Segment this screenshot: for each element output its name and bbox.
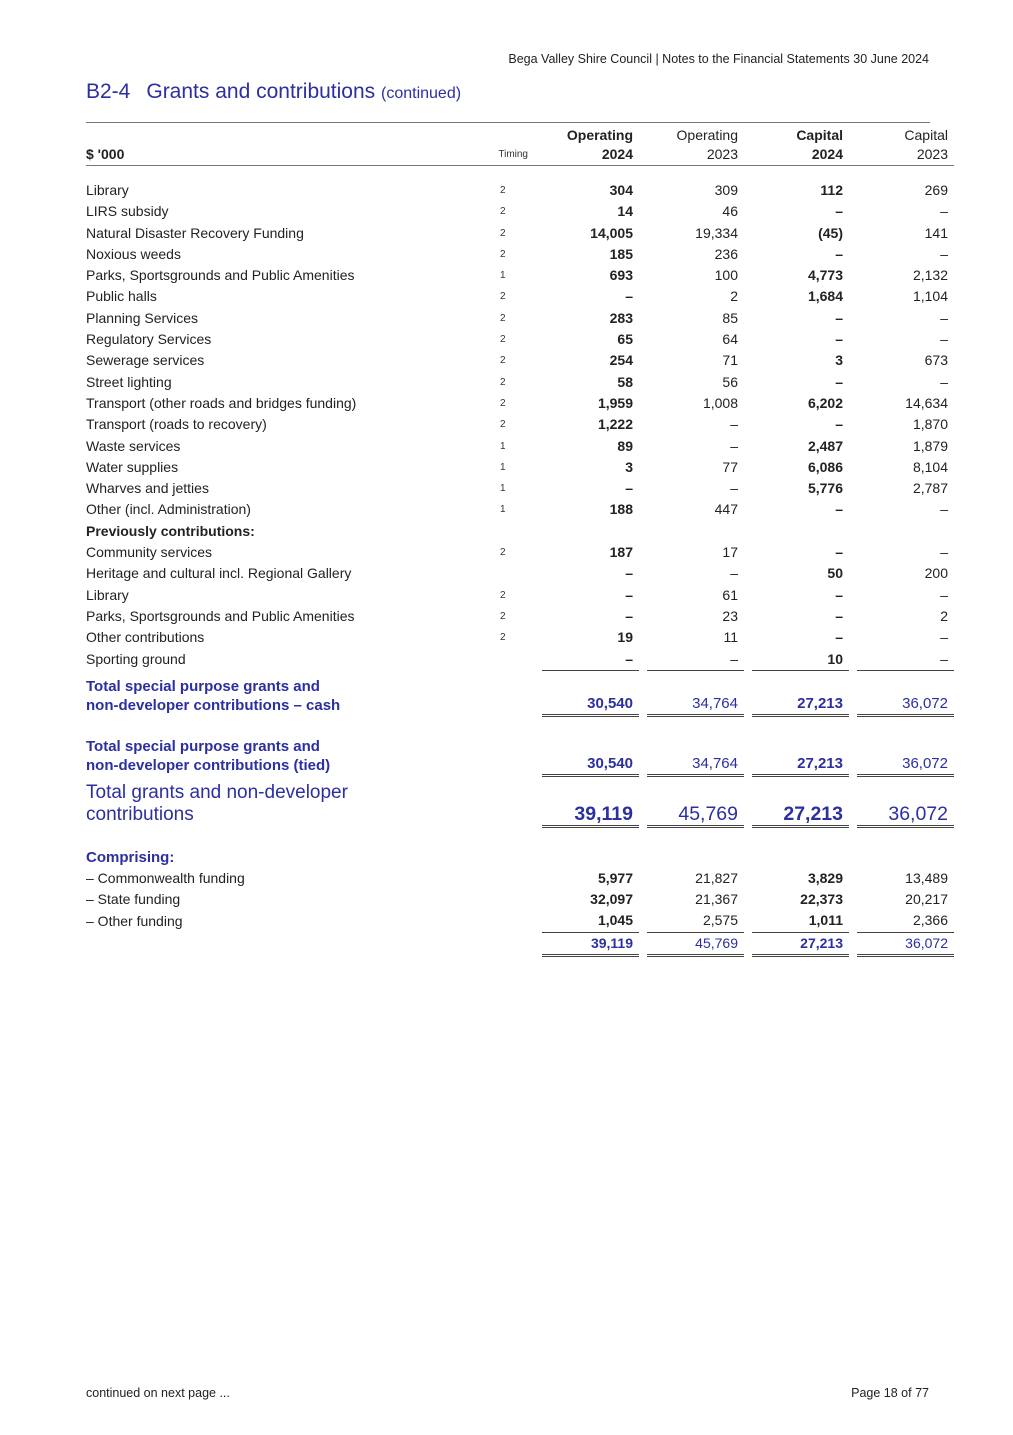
value-operating-2023: 77 bbox=[722, 458, 738, 475]
row-timing bbox=[468, 889, 542, 910]
total-grants-row-op23: 45,769 bbox=[647, 775, 744, 826]
value-capital-2024: – bbox=[835, 544, 843, 561]
value-operating-2024: 14 bbox=[617, 203, 633, 220]
footer-continued: continued on next page ... bbox=[86, 1386, 230, 1400]
comprising-total-cap23: 36,072 bbox=[857, 932, 954, 955]
row-label: Noxious weeds bbox=[86, 245, 181, 262]
value-capital-2023: – bbox=[940, 245, 948, 262]
value-operating-2024: – bbox=[625, 565, 633, 582]
table-row bbox=[86, 585, 954, 606]
value-capital-2024: 6,086 bbox=[807, 458, 843, 475]
value-capital-2023: 1,870 bbox=[912, 416, 948, 433]
row-label: Waste services bbox=[86, 437, 181, 454]
row-label: Natural Disaster Recovery Funding bbox=[86, 224, 304, 241]
total-tied-row-op24: 30,540 bbox=[542, 731, 639, 776]
value-capital-2024: 3,829 bbox=[807, 869, 843, 886]
row-timing: 1 bbox=[500, 504, 506, 516]
value-capital-2024: – bbox=[835, 203, 843, 220]
value-operating-2023: 2 bbox=[730, 288, 738, 305]
value-capital-2024: 10 bbox=[752, 649, 849, 671]
row-timing: 2 bbox=[500, 334, 506, 346]
value-capital-2023: – bbox=[940, 586, 948, 603]
value-capital-2024: 50 bbox=[827, 565, 843, 582]
value-operating-2023: 56 bbox=[722, 373, 738, 390]
value-capital-2023: – bbox=[940, 309, 948, 326]
value-capital-2023: – bbox=[940, 501, 948, 518]
row-timing: 2 bbox=[500, 355, 506, 367]
value-capital-2023: 269 bbox=[924, 182, 948, 198]
value-operating-2023: – bbox=[730, 437, 738, 454]
funding-row bbox=[86, 889, 954, 910]
comprising-heading: Comprising: bbox=[86, 848, 175, 866]
row-label: Sewerage services bbox=[86, 352, 205, 369]
value-capital-2023: – bbox=[940, 331, 948, 348]
value-capital-2024: 2,487 bbox=[807, 437, 843, 454]
top-rule bbox=[86, 122, 930, 123]
value-capital-2024: 1,684 bbox=[807, 288, 843, 305]
table-row bbox=[86, 436, 954, 457]
table-row bbox=[86, 542, 954, 563]
row-timing bbox=[468, 910, 542, 932]
row-timing: 2 bbox=[500, 376, 506, 388]
row-label: Library bbox=[86, 586, 129, 603]
value-capital-2023: 8,104 bbox=[912, 458, 948, 475]
row-timing: 2 bbox=[500, 589, 506, 601]
row-timing: 1 bbox=[500, 270, 506, 282]
value-operating-2024: 32,097 bbox=[590, 891, 633, 908]
table-row bbox=[86, 478, 954, 499]
table-row bbox=[86, 457, 954, 478]
row-label: LIRS subsidy bbox=[86, 203, 169, 220]
total-grants-row-label: Total grants and non-developer contributions bbox=[86, 782, 348, 826]
col-cap24-header: Capital 2024 bbox=[752, 126, 849, 166]
table-header-row bbox=[86, 126, 954, 166]
value-capital-2023: 2,366 bbox=[857, 910, 954, 932]
row-label: Street lighting bbox=[86, 373, 172, 390]
table-row bbox=[86, 329, 954, 350]
table-row bbox=[86, 649, 954, 671]
row-label: Parks, Sportsgrounds and Public Amenities bbox=[86, 267, 355, 284]
col-timing-header: Timing bbox=[468, 126, 542, 166]
value-operating-2024: 283 bbox=[609, 309, 633, 326]
value-capital-2024: – bbox=[835, 501, 843, 518]
value-capital-2024: 112 bbox=[820, 182, 843, 198]
value-capital-2024: – bbox=[835, 331, 843, 348]
row-label: Community services bbox=[86, 544, 213, 561]
row-label: Transport (other roads and bridges funding) bbox=[86, 394, 357, 411]
row-timing: 2 bbox=[500, 291, 506, 303]
comprising-total-op24: 39,119 bbox=[542, 932, 639, 955]
table-row bbox=[86, 393, 954, 414]
table-row bbox=[86, 414, 954, 435]
table-row bbox=[86, 627, 954, 648]
total-grants-row-op24: 39,119 bbox=[542, 775, 639, 826]
value-capital-2024: 4,773 bbox=[807, 267, 843, 284]
value-operating-2023: 17 bbox=[722, 544, 738, 561]
row-label: Library bbox=[86, 182, 129, 198]
value-operating-2024: 1,222 bbox=[597, 416, 633, 433]
page-header: Bega Valley Shire Council | Notes to the Financial Statements 30 June 2024 bbox=[508, 52, 929, 66]
value-capital-2024: – bbox=[835, 607, 843, 624]
row-label: Sporting ground bbox=[86, 650, 186, 667]
total-tied-row-label: Total special purpose grants and non-developer contributions (tied) bbox=[86, 738, 331, 775]
total-cash-row-cap24: 27,213 bbox=[752, 670, 849, 715]
row-timing: 1 bbox=[500, 461, 506, 473]
value-operating-2023: 2,575 bbox=[647, 910, 744, 932]
section-suffix: (continued) bbox=[381, 85, 462, 102]
row-label: Public halls bbox=[86, 288, 157, 305]
row-label: Other contributions bbox=[86, 629, 205, 646]
value-operating-2023: – bbox=[730, 416, 738, 433]
grants-table bbox=[86, 126, 954, 957]
value-capital-2023: 141 bbox=[924, 224, 948, 241]
value-capital-2023: 13,489 bbox=[905, 869, 948, 886]
value-operating-2023: – bbox=[730, 565, 738, 582]
section-title bbox=[86, 80, 461, 104]
value-operating-2024: 89 bbox=[617, 437, 633, 454]
table-row bbox=[86, 180, 954, 201]
table-row bbox=[86, 563, 954, 584]
value-capital-2023: 14,634 bbox=[905, 394, 948, 411]
row-label: Planning Services bbox=[86, 309, 199, 326]
row-label: Parks, Sportsgrounds and Public Amenities bbox=[86, 607, 355, 624]
row-label: Regulatory Services bbox=[86, 331, 212, 348]
value-operating-2023: 46 bbox=[722, 203, 738, 220]
value-operating-2023: 61 bbox=[722, 586, 738, 603]
comprising-total-cap24: 27,213 bbox=[752, 932, 849, 955]
row-timing: 2 bbox=[500, 419, 506, 431]
value-operating-2023: 236 bbox=[714, 245, 738, 262]
col-cap23-header: Capital 2023 bbox=[857, 126, 954, 166]
total-tied-row-op23: 34,764 bbox=[647, 731, 744, 776]
row-timing: 2 bbox=[500, 632, 506, 644]
previously-contributions-heading: Previously contributions: bbox=[86, 522, 255, 539]
value-operating-2023: 11 bbox=[723, 629, 738, 646]
row-timing: 2 bbox=[500, 227, 506, 239]
value-operating-2024: 1,959 bbox=[597, 394, 633, 411]
value-capital-2023: – bbox=[940, 203, 948, 220]
value-capital-2024: – bbox=[835, 586, 843, 603]
total-cash-row-op24: 30,540 bbox=[542, 670, 639, 715]
comprising-total-op23: 45,769 bbox=[647, 932, 744, 955]
value-capital-2024: 1,011 bbox=[752, 910, 849, 932]
row-timing: 1 bbox=[500, 483, 506, 495]
value-capital-2023: 1,104 bbox=[912, 288, 948, 305]
col-op24-header: Operating 2024 bbox=[542, 126, 639, 166]
row-label: Water supplies bbox=[86, 458, 179, 475]
value-operating-2024: 19 bbox=[617, 629, 633, 646]
value-operating-2024: 185 bbox=[609, 245, 633, 262]
value-capital-2024: – bbox=[835, 309, 843, 326]
footer-page-number: Page 18 of 77 bbox=[851, 1386, 929, 1400]
value-operating-2023: 64 bbox=[722, 331, 738, 348]
value-operating-2023: 447 bbox=[714, 501, 738, 518]
row-timing: 2 bbox=[500, 397, 506, 409]
total-tied-row-cap24: 27,213 bbox=[752, 731, 849, 776]
total-grants-row bbox=[86, 775, 954, 826]
value-operating-2024: – bbox=[625, 607, 633, 624]
value-capital-2024: 3 bbox=[835, 352, 843, 369]
total-cash-row-op23: 34,764 bbox=[647, 670, 744, 715]
row-label: Other (incl. Administration) bbox=[86, 501, 251, 518]
row-label: Wharves and jetties bbox=[86, 480, 209, 497]
row-timing: 2 bbox=[500, 312, 506, 324]
total-tied-row-cap23: 36,072 bbox=[857, 731, 954, 776]
row-timing: 2 bbox=[500, 248, 506, 260]
total-cash-row-cap23: 36,072 bbox=[857, 670, 954, 715]
value-operating-2023: 23 bbox=[722, 607, 738, 624]
value-capital-2023: 2,787 bbox=[912, 480, 948, 497]
value-capital-2023: 20,217 bbox=[905, 891, 948, 908]
value-capital-2023: 1,879 bbox=[912, 437, 948, 454]
section-name: Grants and contributions bbox=[146, 80, 376, 103]
value-operating-2023: 85 bbox=[722, 309, 738, 326]
value-operating-2024: 188 bbox=[609, 501, 633, 518]
row-timing: 2 bbox=[500, 185, 506, 196]
value-operating-2024: 14,005 bbox=[590, 224, 633, 241]
row-label: – Commonwealth funding bbox=[86, 869, 245, 886]
value-operating-2023: 100 bbox=[714, 267, 738, 284]
value-operating-2024: 254 bbox=[609, 352, 633, 369]
table-row bbox=[86, 223, 954, 244]
value-capital-2024: 5,776 bbox=[807, 480, 843, 497]
total-grants-row-cap24: 27,213 bbox=[752, 775, 849, 826]
value-operating-2024: 65 bbox=[617, 331, 633, 348]
row-label: – Other funding bbox=[86, 912, 183, 929]
value-capital-2023: 2,132 bbox=[912, 267, 948, 284]
value-operating-2024: – bbox=[625, 586, 633, 603]
value-capital-2023: 2 bbox=[940, 607, 948, 624]
table-row bbox=[86, 308, 954, 329]
value-operating-2023: 71 bbox=[722, 352, 738, 369]
row-label: Heritage and cultural incl. Regional Gallery bbox=[86, 565, 352, 582]
value-operating-2024: 1,045 bbox=[542, 910, 639, 932]
value-operating-2023: – bbox=[647, 649, 744, 671]
comprising-total-row bbox=[86, 932, 954, 955]
value-capital-2023: 200 bbox=[924, 565, 948, 582]
table-row bbox=[86, 350, 954, 371]
col-op23-header: Operating 2023 bbox=[647, 126, 744, 166]
value-capital-2024: 22,373 bbox=[800, 891, 843, 908]
value-capital-2023: – bbox=[940, 544, 948, 561]
row-timing: 2 bbox=[500, 610, 506, 622]
total-cash-row-label: Total special purpose grants and non-developer contributions – cash bbox=[86, 678, 341, 715]
row-timing bbox=[468, 868, 542, 889]
value-capital-2023: 673 bbox=[924, 352, 948, 369]
total-cash-row bbox=[86, 670, 954, 715]
row-timing: 2 bbox=[500, 547, 506, 559]
total-grants-row-cap23: 36,072 bbox=[857, 775, 954, 826]
table-row bbox=[86, 244, 954, 265]
value-capital-2024: (45) bbox=[818, 224, 843, 241]
row-timing: 2 bbox=[500, 206, 506, 218]
value-capital-2024: – bbox=[835, 416, 843, 433]
value-operating-2024: – bbox=[542, 649, 639, 671]
value-operating-2024: – bbox=[625, 288, 633, 305]
value-operating-2024: 3 bbox=[625, 458, 633, 475]
value-operating-2024: 5,977 bbox=[597, 869, 633, 886]
total-tied-row bbox=[86, 731, 954, 776]
funding-row bbox=[86, 910, 954, 932]
section-code: B2-4 bbox=[86, 80, 131, 103]
value-operating-2023: – bbox=[730, 480, 738, 497]
value-operating-2024: 304 bbox=[609, 182, 633, 198]
table-row bbox=[86, 286, 954, 307]
row-timing bbox=[468, 563, 542, 584]
value-capital-2023: – bbox=[857, 649, 954, 671]
row-label: Transport (roads to recovery) bbox=[86, 416, 267, 433]
table-row bbox=[86, 499, 954, 520]
value-operating-2023: 1,008 bbox=[702, 394, 738, 411]
value-operating-2024: – bbox=[625, 480, 633, 497]
table-row bbox=[86, 372, 954, 393]
value-capital-2024: 6,202 bbox=[807, 394, 843, 411]
funding-row bbox=[86, 868, 954, 889]
value-operating-2024: 187 bbox=[609, 544, 633, 561]
value-operating-2024: 693 bbox=[609, 267, 633, 284]
col-label-header: $ '000 bbox=[86, 126, 468, 166]
value-operating-2023: 21,367 bbox=[695, 891, 738, 908]
value-capital-2024: – bbox=[835, 245, 843, 262]
value-capital-2023: – bbox=[940, 629, 948, 646]
table-row bbox=[86, 606, 954, 627]
value-capital-2024: – bbox=[835, 629, 843, 646]
value-capital-2023: – bbox=[940, 373, 948, 390]
table-row bbox=[86, 265, 954, 286]
row-timing: 1 bbox=[500, 440, 506, 452]
value-operating-2023: 21,827 bbox=[695, 869, 738, 886]
row-timing bbox=[468, 649, 542, 671]
row-label: – State funding bbox=[86, 891, 181, 908]
value-capital-2024: – bbox=[835, 373, 843, 390]
value-operating-2023: 309 bbox=[714, 182, 738, 198]
value-operating-2024: 58 bbox=[617, 373, 633, 390]
table-row bbox=[86, 201, 954, 222]
value-operating-2023: 19,334 bbox=[695, 224, 738, 241]
